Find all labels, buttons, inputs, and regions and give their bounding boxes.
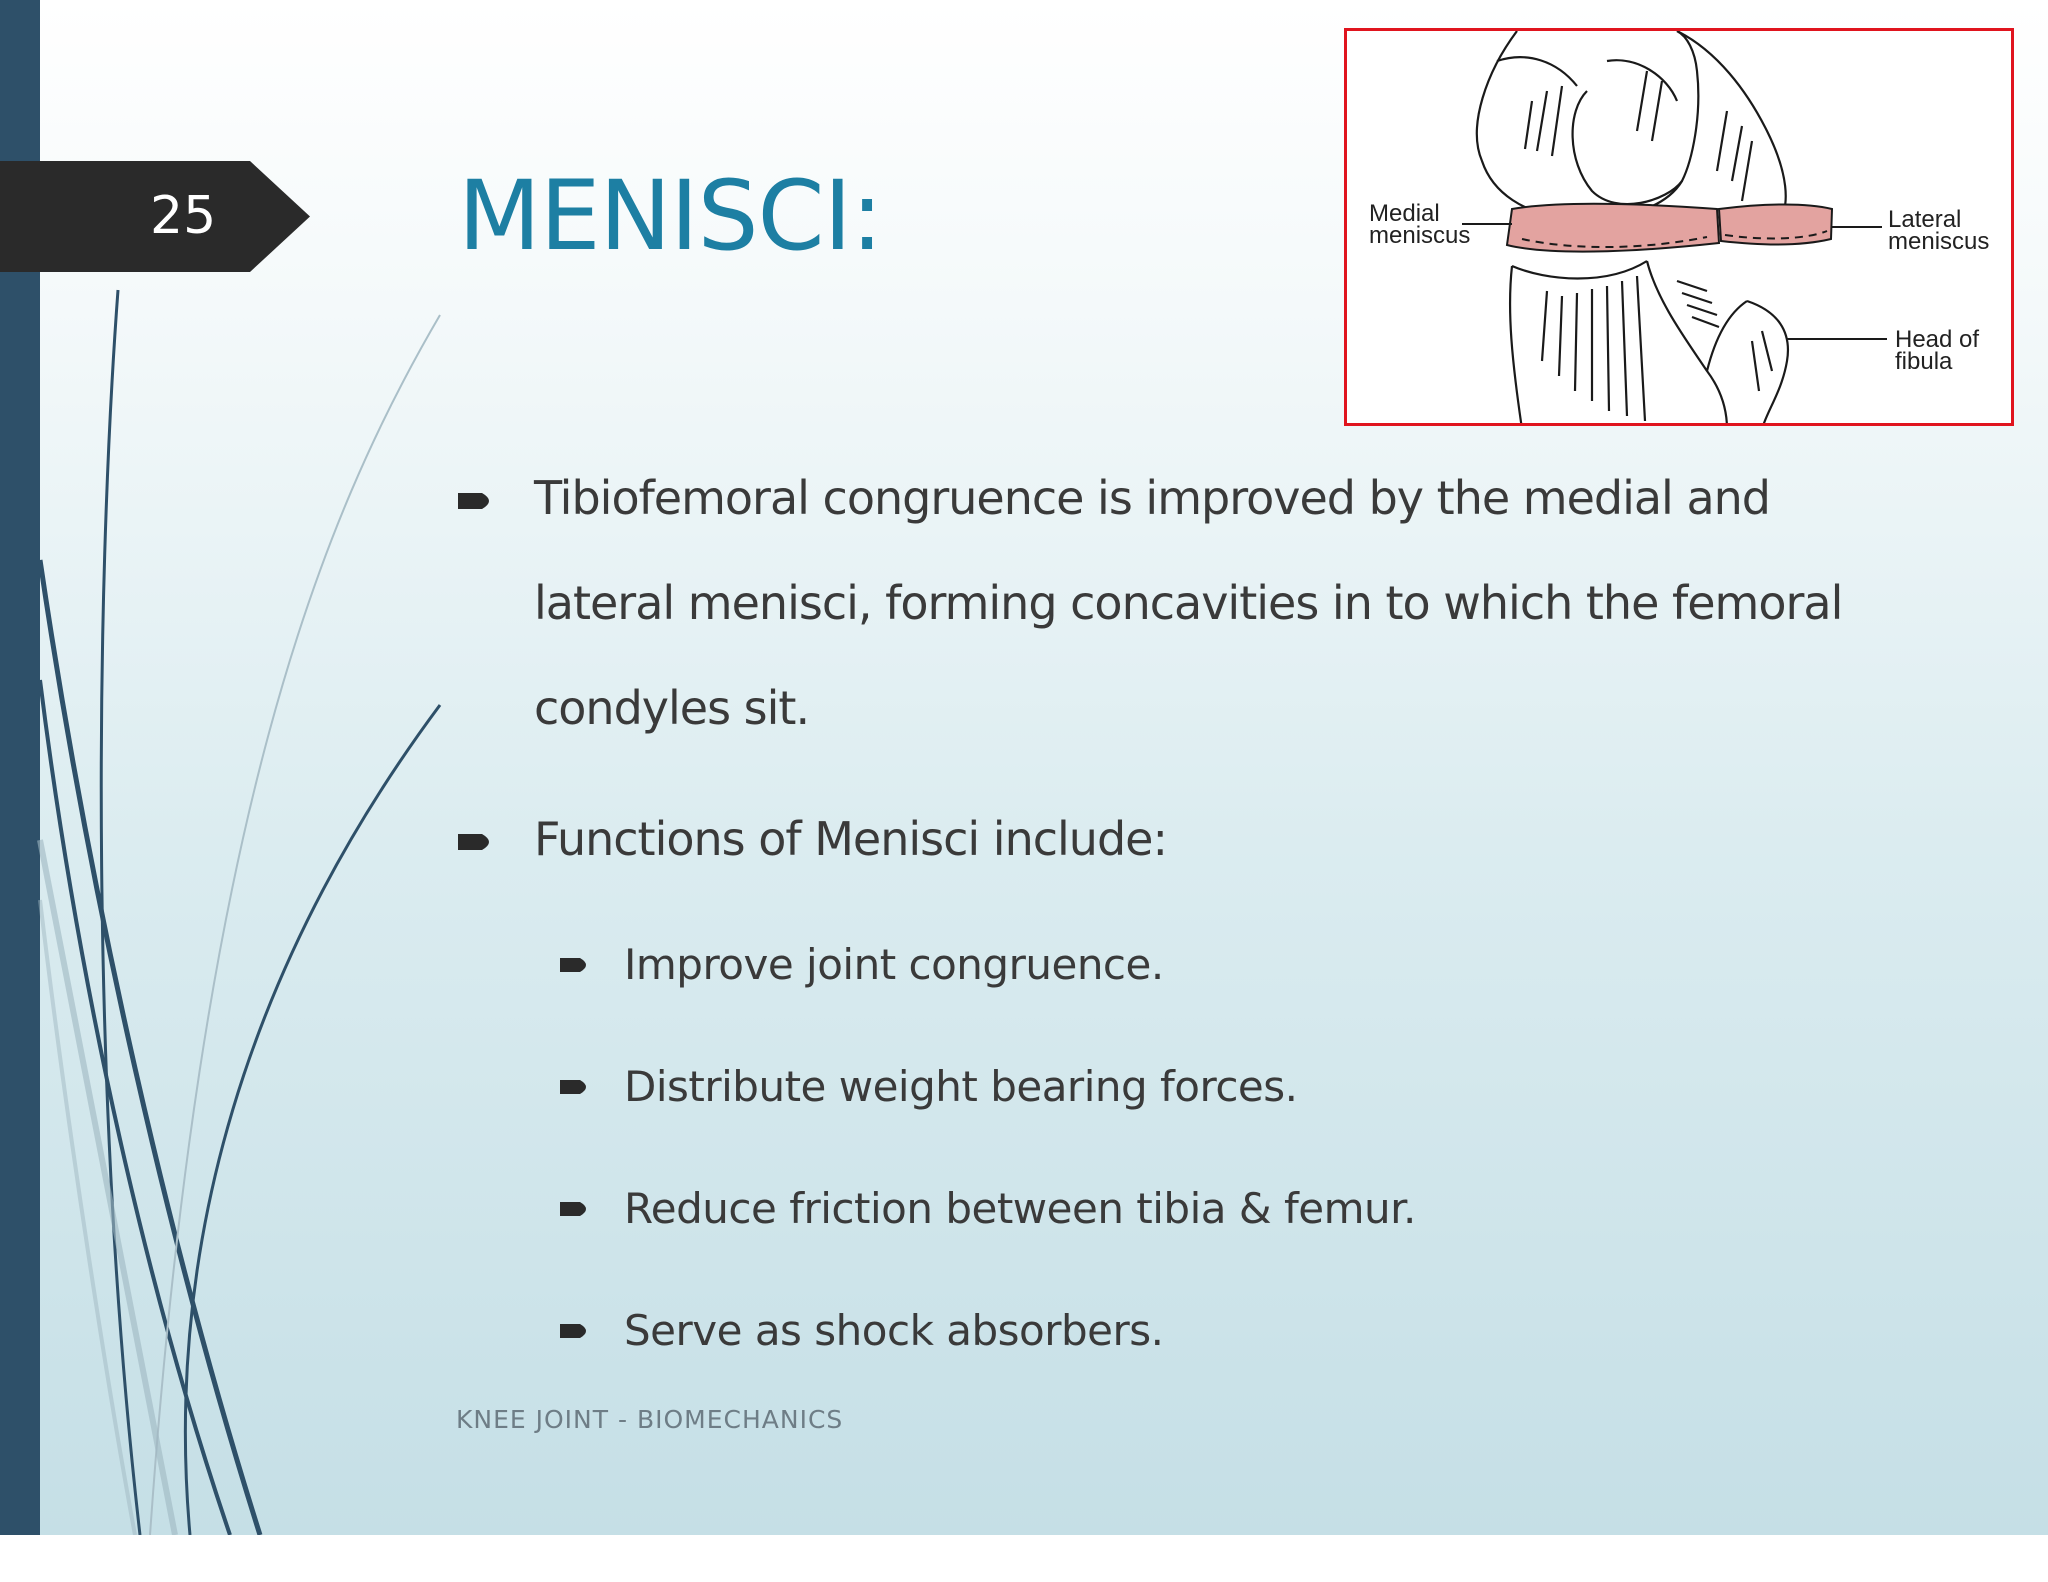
bullet-item: [458, 446, 1898, 761]
lateral-meniscus-label: Lateral meniscus: [1888, 206, 1990, 255]
slide-footer: KNEE JOINT - BIOMECHANICS: [456, 1405, 844, 1434]
bullet-text: Functions of Menisci include:: [534, 812, 1167, 866]
sub-bullet-arrow-icon: [560, 955, 594, 975]
sub-bullet-item: [560, 1057, 1860, 1117]
bullet-text: Tibiofemoral congruence is improved by the medial and lateral menisci, forming concavities in to which the femoral condyles sit.: [534, 471, 1843, 735]
sub-bullet-item: [560, 1301, 1860, 1361]
medial-meniscus-label: Medial meniscus: [1369, 200, 1471, 249]
bullet-arrow-icon: [458, 490, 498, 512]
slide-number: 25: [150, 186, 217, 246]
slide-title: MENISCI:: [458, 160, 883, 272]
sub-bullet-item: [560, 1179, 1860, 1239]
sub-bullet-text: Distribute weight bearing forces.: [624, 1062, 1298, 1111]
sub-bullet-arrow-icon: [560, 1077, 594, 1097]
sub-bullet-text: Improve joint congruence.: [624, 940, 1164, 989]
knee-meniscus-figure: [1344, 28, 2014, 426]
bullet-arrow-icon: [458, 831, 498, 853]
head-of-fibula-label: Head of fibula: [1895, 326, 1980, 375]
bullet-item: [458, 787, 1898, 892]
sub-bullet-item: [560, 935, 1860, 995]
sub-bullet-arrow-icon: [560, 1199, 594, 1219]
sub-bullet-text: Reduce friction between tibia & femur.: [624, 1184, 1416, 1233]
sub-bullet-text: Serve as shock absorbers.: [624, 1306, 1164, 1355]
sub-bullet-arrow-icon: [560, 1321, 594, 1341]
